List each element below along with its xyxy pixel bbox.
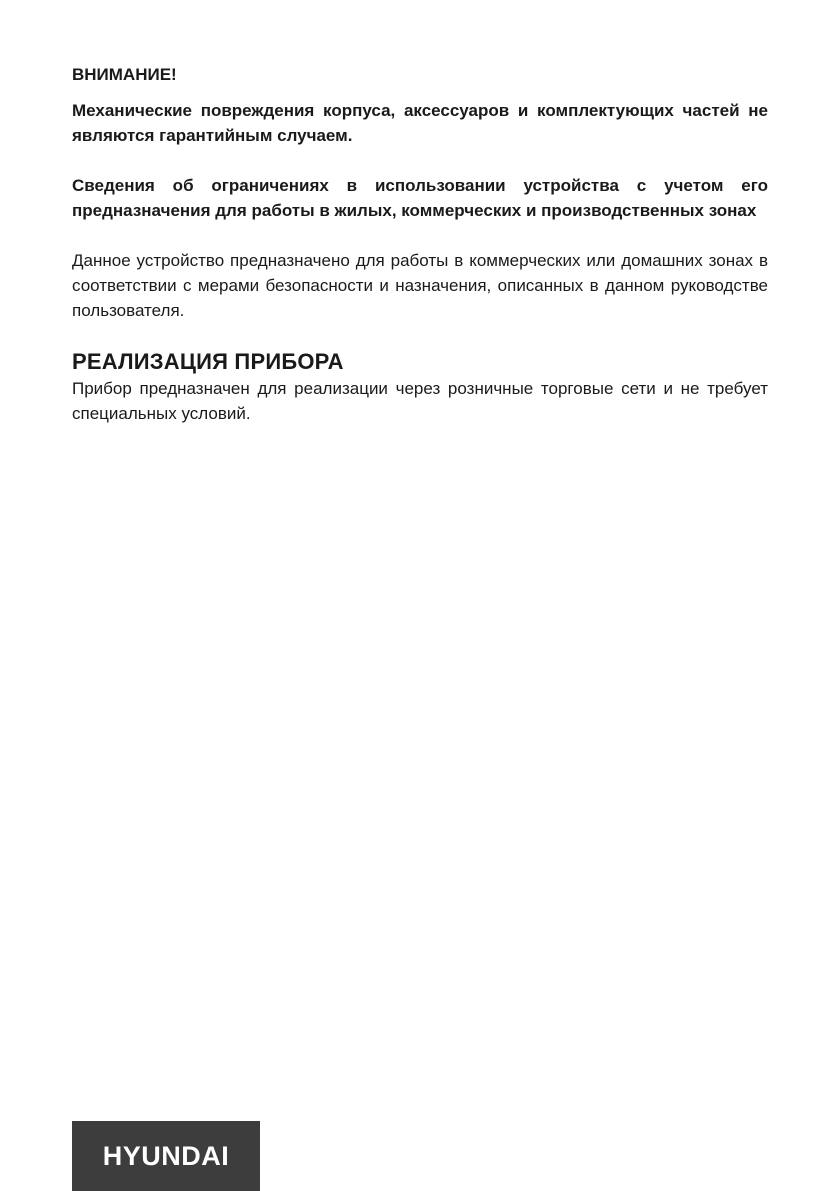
document-content xyxy=(72,62,768,426)
spacer xyxy=(72,148,768,173)
spacer xyxy=(72,223,768,248)
sale-title: РЕАЛИЗАЦИЯ ПРИБОРА xyxy=(72,349,344,374)
warning-text: Механические повреждения корпуса, аксессуаров и комплектующих частей не являются гарантийным случаем. xyxy=(72,101,768,145)
restrictions-text: Данное устройство предназначено для работы в коммерческих или домашних зонах в соответствии с мерами безопасности и назначения, описанных в данном руководстве пользователя. xyxy=(72,251,768,320)
sale-text: Прибор предназначен для реализации через розничные торговые сети и не требует специальных условий. xyxy=(72,379,768,423)
hyundai-logo xyxy=(72,1121,260,1191)
spacer xyxy=(72,323,768,348)
warning-title: ВНИМАНИЕ! xyxy=(72,65,177,84)
restrictions-heading: Сведения об ограничениях в использовании устройства с учетом его предназначения для работы в жилых, коммерческих и производственных зонах xyxy=(72,176,768,220)
logo-text: HYUNDAI xyxy=(102,1140,230,1171)
